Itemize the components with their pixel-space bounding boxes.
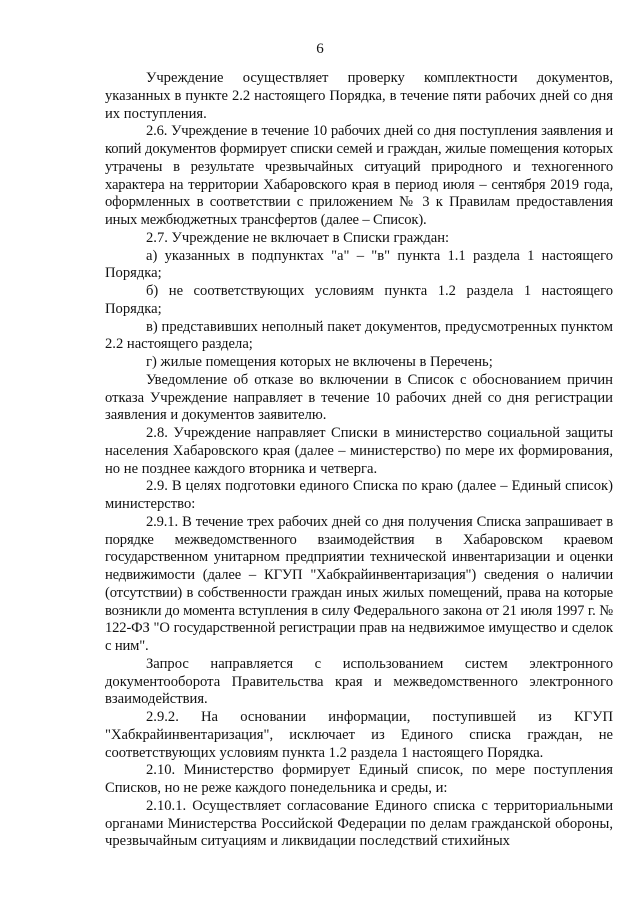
paragraph-2-6: 2.6. Учреждение в течение 10 рабочих дней со дня поступления заявления и копий документов формирует списки семей и граждан, жилые помещения которых утрачены в результате чрезвычайных ситуаций природного и техногенного характера на территории Хабаровского края в период июля – сентября 2019 года, оформленных в соответствии с приложением № 3 к Правилам предоставления иных межбюджетных трансфертов (далее – Список).: [105, 123, 613, 228]
paragraph-2-8: 2.8. Учреждение направляет Списки в министерство социальной защиты населения Хабаровского края (далее – министерство) по мере их формирования, но не позднее каждого вторника и четверга.: [105, 425, 613, 477]
paragraph-refusal-notice: Уведомление об отказе во включении в Список с обоснованием причин отказа Учреждение направляет в течение 10 рабочих дней со дня регистрации заявления и документов заявителю.: [105, 371, 613, 424]
list-item-v: в) представивших неполный пакет документов, предусмотренных пунктом 2.2 настоящего раздела;: [105, 318, 613, 353]
paragraph-2-10-1: 2.10.1. Осуществляет согласование Единого списка с территориальными органами Министерства Российской Федерации по делам гражданской обороны, чрезвычайным ситуациям и ликвидации последствий стихийных: [105, 797, 613, 850]
paragraph-2-9-1: 2.9.1. В течение трех рабочих дней со дня получения Списка запрашивает в порядке межведомственного взаимодействия в Хабаровском краевом государственном унитарном предприятии технической инвентаризации и оценки недвижимости (далее – КГУП "Хабкрайинвентаризация") сведения о наличии (отсутствии) в собственности граждан иных жилых помещений, права на которые возникли до момента вступления в силу Федерального закона от 21 июля 1997 г. № 122-ФЗ "О государственной регистрации прав на недвижимое имущество и сделок с ним".: [105, 513, 613, 654]
paragraph-document-check: Учреждение осуществляет проверку комплектности документов, указанных в пункте 2.2 настоящего Порядка, в течение пяти рабочих дней со дня их поступления.: [105, 70, 613, 122]
paragraph-request: Запрос направляется с использованием систем электронного документооборота Правительства края и межведомственного электронного взаимодействия.: [105, 655, 613, 708]
paragraph-2-7: 2.7. Учреждение не включает в Списки граждан:: [146, 229, 450, 246]
list-item-b: б) не соответствующих условиям пункта 1.2 раздела 1 настоящего Порядка;: [105, 283, 613, 317]
list-item-a: а) указанных в подпунктах "а" – "в" пункта 1.1 раздела 1 настоящего Порядка;: [105, 247, 613, 282]
paragraph-2-10: 2.10. Министерство формирует Единый список, по мере поступления Списков, но не реже каждого понедельника и среды, и:: [105, 762, 613, 796]
paragraph-2-9: 2.9. В целях подготовки единого Списка по краю (далее – Единый список) министерство:: [105, 478, 613, 512]
document-body: [105, 70, 613, 851]
list-item-g: г) жилые помещения которых не включены в Перечень;: [146, 354, 493, 370]
paragraph-2-9-2: 2.9.2. На основании информации, поступившей из КГУП "Хабкрайинвентаризация", исключает из Единого списка граждан, не соответствующих условиям пункта 1.2 раздела 1 настоящего Порядка.: [105, 709, 613, 761]
page-number: 6: [316, 41, 324, 57]
